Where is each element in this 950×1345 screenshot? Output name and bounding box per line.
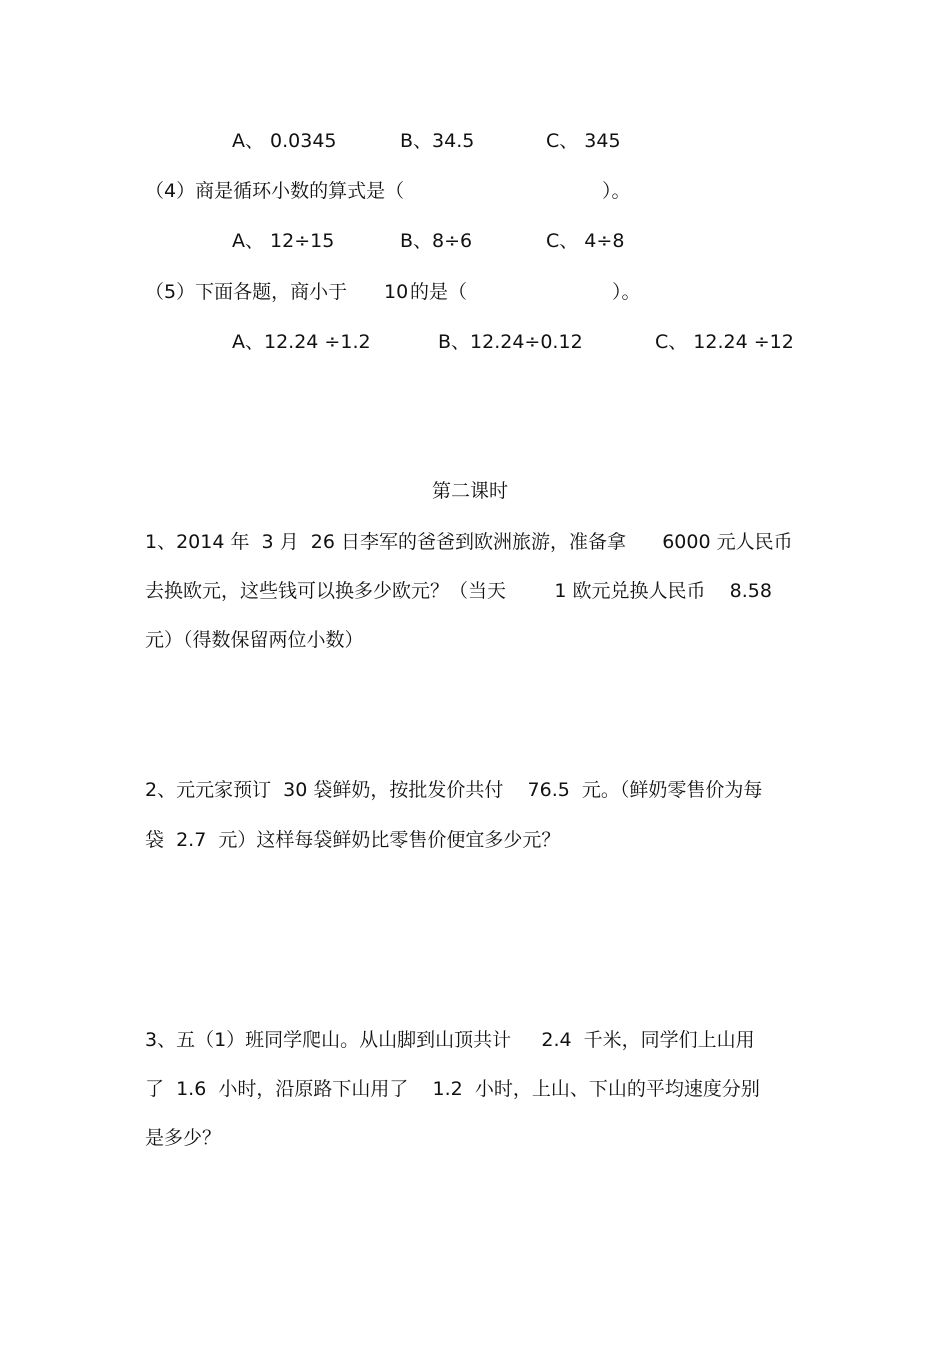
q5-stem-a: （5）下面各题，商小于: [145, 281, 348, 303]
q5-close: ）。: [612, 281, 641, 303]
q5-option-c: C、 12.24 ÷12: [655, 331, 794, 353]
q4-close: ）。: [602, 180, 631, 202]
problem-1-line-1: 1、2014 年 3 月 26 日李军的爸爸到欧洲旅游，准备拿 6000 元人民币: [145, 531, 793, 553]
q3-option-a: A、 0.0345: [232, 130, 337, 152]
q4-option-b: B、8÷6: [400, 230, 473, 252]
problem-1-line-2: 去换欧元，这些钱可以换多少欧元？（当天 1 欧元兑换人民币 8.58: [145, 580, 772, 602]
problem-1-line-3: 元）（得数保留两位小数）: [145, 629, 364, 651]
q4-option-c: C、 4÷8: [546, 230, 625, 252]
problem-2-line-1: 2、元元家预订 30 袋鲜奶，按批发价共付 76.5 元。（鲜奶零售价为每: [145, 779, 763, 801]
problem-2-line-2: 袋 2.7 元）这样每袋鲜奶比零售价便宜多少元？: [145, 829, 561, 851]
problem-3-line-2: 了 1.6 小时，沿原路下山用了 1.2 小时，上山、下山的平均速度分别: [145, 1078, 760, 1100]
q5-option-b: B、12.24÷0.12: [438, 331, 583, 353]
q5-option-a: A、12.24 ÷1.2: [232, 331, 371, 353]
q5-stem-num: 10: [384, 281, 409, 303]
problem-3-line-3: 是多少？: [145, 1127, 222, 1149]
q4-option-a: A、 12÷15: [232, 230, 335, 252]
q3-option-b: B、34.5: [400, 130, 475, 152]
q3-option-c: C、 345: [546, 130, 621, 152]
q5-stem-b: 的是（: [410, 281, 468, 303]
section-title: 第二课时: [432, 480, 509, 502]
q4-stem: （4）商是循环小数的算式是（: [145, 180, 405, 202]
problem-3-line-1: 3、五（1）班同学爬山。从山脚到山顶共计 2.4 千米，同学们上山用: [145, 1029, 755, 1051]
